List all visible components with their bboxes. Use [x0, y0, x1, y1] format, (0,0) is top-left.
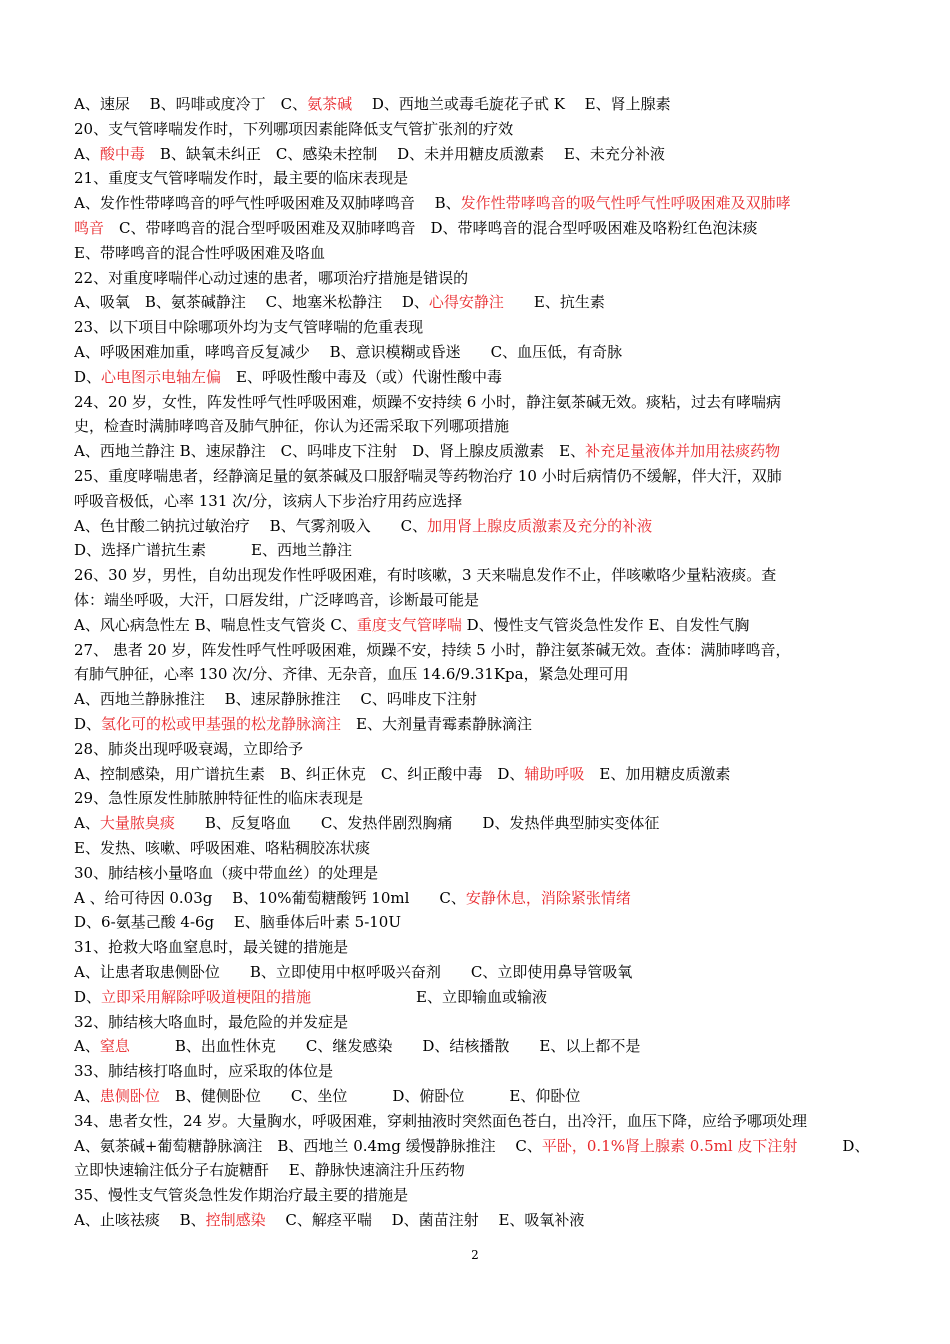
text-segment: 20、支气管哮喘发作时，下列哪项因素能降低支气管扩张剂的疗效 — [74, 119, 514, 138]
text-segment: 21、重度支气管哮喘发作时，最主要的临床表现是 — [74, 169, 409, 188]
text-line — [74, 987, 884, 1007]
text-segment: 28、肺炎出现呼吸衰竭，立即给予 — [74, 739, 304, 758]
text-line — [74, 912, 884, 932]
text-segment: E、呼吸性酸中毒及（或）代谢性酸中毒 — [221, 367, 502, 386]
text-segment: D、 — [74, 715, 102, 733]
text-segment: A、西地兰静注 B、速尿静注 C、吗啡皮下注射 D、肾上腺皮质激素 E、 — [74, 442, 586, 461]
text-segment: D、慢性支气管炎急性发作 E、自发性气胸 — [461, 615, 750, 634]
text-line — [74, 317, 884, 337]
text-segment: A、 — [74, 144, 100, 163]
text-segment: A、色甘酸二钠抗过敏治疗 B、气雾剂吸入 C、 — [74, 516, 428, 535]
text-segment: 26、30 岁，男性，自幼出现发作性呼吸困难，有时咳嗽，3 天来喘息发作不止，伴咳嗽咯少量粘液痰。查 — [74, 566, 777, 585]
answer-highlight: 氨茶碱 — [307, 95, 353, 113]
text-line — [74, 342, 884, 362]
text-line — [74, 565, 884, 585]
answer-highlight: 患侧卧位 — [99, 1087, 160, 1105]
text-segment: 立即快速输注低分子右旋糖酐 E、静脉快速滴注升压药物 — [74, 1161, 465, 1180]
text-line — [74, 937, 884, 957]
text-segment: A、止咳祛痰 B、 — [74, 1211, 206, 1229]
text-line — [74, 888, 884, 908]
answer-highlight: 重度支气管哮喘 — [356, 615, 462, 634]
text-segment: A、风心病急性左 B、喘息性支气管炎 C、 — [74, 615, 357, 634]
page-number: 2 — [471, 1248, 479, 1262]
text-line — [74, 491, 884, 511]
answer-highlight: 辅助呼吸 — [524, 764, 585, 783]
text-line — [74, 764, 884, 784]
text-segment: B、健侧卧位 C、坐位 D、俯卧位 E、仰卧位 — [159, 1087, 581, 1105]
text-segment: A、 — [74, 1037, 100, 1056]
answer-highlight: 心电图示电轴左偏 — [101, 367, 222, 386]
text-segment: C、带哮鸣音的混合型呼吸困难及双肺哮鸣音 D、带哮鸣音的混合型呼吸困难及咯粉红色泡沫痰 — [104, 219, 758, 237]
answer-highlight: 加用肾上腺皮质激素及充分的补液 — [427, 516, 653, 535]
text-line — [74, 466, 884, 486]
text-line — [74, 1061, 884, 1081]
text-line — [74, 1136, 884, 1156]
text-segment: B、缺氧未纠正 C、感染未控制 D、未并用糖皮质激素 E、未充分补液 — [144, 144, 665, 163]
answer-highlight: 心得安静注 — [428, 293, 504, 312]
answer-highlight: 酸中毒 — [99, 144, 145, 163]
text-line — [74, 416, 884, 436]
answer-highlight: 平卧，0.1%肾上腺素 0.5ml 皮下注射 — [541, 1136, 798, 1155]
text-line — [74, 838, 884, 858]
text-segment: E、发热、咳嗽、呼吸困难、咯粘稠胶冻状痰 — [74, 839, 370, 857]
answer-highlight: 鸣音 — [74, 219, 105, 237]
text-segment: D、 — [797, 1136, 870, 1155]
text-segment: 33、肺结核打咯血时，应采取的体位是 — [74, 1062, 334, 1081]
text-line — [74, 119, 884, 139]
text-line — [74, 193, 884, 213]
text-segment: 35、慢性支气管炎急性发作期治疗最主要的措施是 — [74, 1186, 409, 1205]
text-segment: E、抗生素 — [503, 293, 605, 312]
text-segment: 29、急性原发性肺脓肿特征性的临床表现是 — [74, 789, 364, 808]
text-line — [74, 615, 884, 635]
text-segment: A、氨茶碱+葡萄糖静脉滴注 B、西地兰 0.4mg 缓慢静脉推注 C、 — [74, 1136, 542, 1155]
text-line — [74, 1185, 884, 1205]
text-segment: D、选择广谱抗生素 E、西地兰静注 — [74, 541, 352, 560]
text-line — [74, 1036, 884, 1056]
text-segment: 24、20 岁，女性，阵发性呼气性呼吸困难，烦躁不安持续 6 小时，静注氨茶碱无效。痰粘，过去有哮喘病 — [74, 392, 782, 411]
text-segment: A、控制感染，用广谱抗生素 B、纠正休克 C、纠正酸中毒 D、 — [74, 764, 525, 783]
text-segment: A、速尿 B、吗啡或度冷丁 C、 — [74, 95, 308, 113]
answer-highlight: 补充足量液体并加用祛痰药物 — [585, 442, 781, 461]
text-line — [74, 392, 884, 412]
answer-highlight: 立即采用解除呼吸道梗阻的措施 — [101, 987, 312, 1006]
text-segment: A、呼吸困难加重，哮鸣音反复减少 B、意识模糊或昏迷 C、血压低，有奇脉 — [74, 343, 623, 361]
text-segment: A、吸氧 B、氨茶碱静注 C、地塞米松静注 D、 — [74, 293, 429, 312]
text-segment: 30、肺结核小量咯血（痰中带血丝）的处理是 — [74, 863, 379, 882]
text-segment: A、西地兰静脉推注 B、速尿静脉推注 C、吗啡皮下注射 — [74, 690, 477, 709]
text-segment: 23、以下项目中除哪项外均为支气管哮喘的危重表现 — [74, 318, 424, 337]
text-line — [74, 1086, 884, 1106]
text-line — [74, 168, 884, 188]
text-segment: A、 — [74, 1087, 100, 1105]
text-line — [74, 1012, 884, 1032]
text-segment: 25、重度哮喘患者，经静滴足量的氨茶碱及口服舒喘灵等药物治疗 10 小时后病情仍不缓解，伴大汗，双肺 — [74, 467, 782, 485]
text-segment: B、反复咯血 C、发热伴剧烈胸痛 D、发热伴典型肺实变体征 — [174, 814, 660, 833]
text-line — [74, 863, 884, 883]
text-segment: D、西地兰或毒毛旋花子甙 K E、肾上腺素 — [352, 95, 671, 113]
text-line — [74, 1210, 884, 1230]
text-line — [74, 640, 884, 660]
text-segment: 有肺气肿征，心率 130 次/分、齐律、无杂音，血压 14.6/9.31Kpa，紧急处理可用 — [74, 665, 629, 684]
text-segment: E、带哮鸣音的混合性呼吸困难及咯血 — [74, 243, 325, 262]
text-line — [74, 218, 884, 238]
text-line — [74, 714, 884, 734]
text-line — [74, 292, 884, 312]
answer-highlight: 安静休息，消除紧张情绪 — [465, 888, 631, 907]
text-line — [74, 1111, 884, 1131]
text-line — [74, 243, 884, 263]
text-segment: 27、 患者 20 岁，阵发性呼气性呼吸困难，烦躁不安，持续 5 小时，静注氨茶碱无效。查体：满肺哮鸣音， — [74, 640, 791, 659]
text-line — [74, 144, 884, 164]
text-segment: 史，检查时满肺哮鸣音及肺气肿征，你认为还需采取下列哪项措施 — [74, 417, 510, 436]
text-segment: A、 — [74, 814, 100, 833]
text-segment: E、加用糖皮质激素 — [584, 764, 731, 783]
text-line — [74, 739, 884, 759]
text-segment: E、立即输血或输液 — [311, 987, 547, 1006]
text-line — [74, 664, 884, 684]
text-segment: A、发作性带哮鸣音的呼气性呼吸困难及双肺哮鸣音 B、 — [74, 194, 461, 213]
text-segment: 32、肺结核大咯血时，最危险的并发症是 — [74, 1012, 349, 1031]
answer-highlight: 大量脓臭痰 — [99, 814, 175, 833]
text-line — [74, 788, 884, 808]
text-segment: D、 — [74, 367, 102, 386]
answer-highlight: 窒息 — [99, 1037, 130, 1056]
text-line — [74, 367, 884, 387]
answer-highlight: 发作性带哮鸣音的吸气性呼气性呼吸困难及双肺哮 — [460, 194, 791, 213]
text-segment: B、出血性休克 C、继发感染 D、结核播散 E、以上都不是 — [129, 1037, 641, 1056]
text-line — [74, 1160, 884, 1180]
text-segment: D、 — [74, 987, 102, 1006]
text-line — [74, 962, 884, 982]
text-line — [74, 689, 884, 709]
text-segment: E、大剂量青霉素静脉滴注 — [341, 715, 532, 733]
text-segment: 31、抢救大咯血窒息时，最关键的措施是 — [74, 938, 349, 957]
text-line — [74, 268, 884, 288]
text-line — [74, 516, 884, 536]
text-segment: A 、给可待因 0.03g B、10%葡萄糖酸钙 10ml C、 — [74, 888, 466, 907]
text-segment: A、让患者取患侧卧位 B、立即使用中枢呼吸兴奋剂 C、立即使用鼻导管吸氧 — [74, 963, 633, 981]
text-segment: 34、患者女性，24 岁。大量胸水，呼吸困难，穿刺抽液时突然面色苍白，出冷汗，血压下降，应给予哪项处理 — [74, 1111, 807, 1130]
text-segment: 呼吸音极低，心率 131 次/分，该病人下步治疗用药应选择 — [74, 491, 463, 510]
text-segment: C、解痉平喘 D、菌苗注射 E、吸氧补液 — [265, 1211, 585, 1229]
text-segment: 体：端坐呼吸，大汗，口唇发绀，广泛哮鸣音，诊断最可能是 — [74, 591, 480, 609]
text-line — [74, 441, 884, 461]
text-line — [74, 94, 884, 114]
text-line — [74, 540, 884, 560]
answer-highlight: 氢化可的松或甲基强的松龙静脉滴注 — [101, 715, 342, 733]
text-segment: 22、对重度哮喘伴心动过速的患者，哪项治疗措施是错误的 — [74, 268, 469, 287]
answer-highlight: 控制感染 — [205, 1211, 266, 1229]
text-segment: D、6-氨基己酸 4-6g E、脑垂体后叶素 5-10U — [74, 913, 401, 932]
text-line — [74, 590, 884, 610]
text-line — [74, 813, 884, 833]
